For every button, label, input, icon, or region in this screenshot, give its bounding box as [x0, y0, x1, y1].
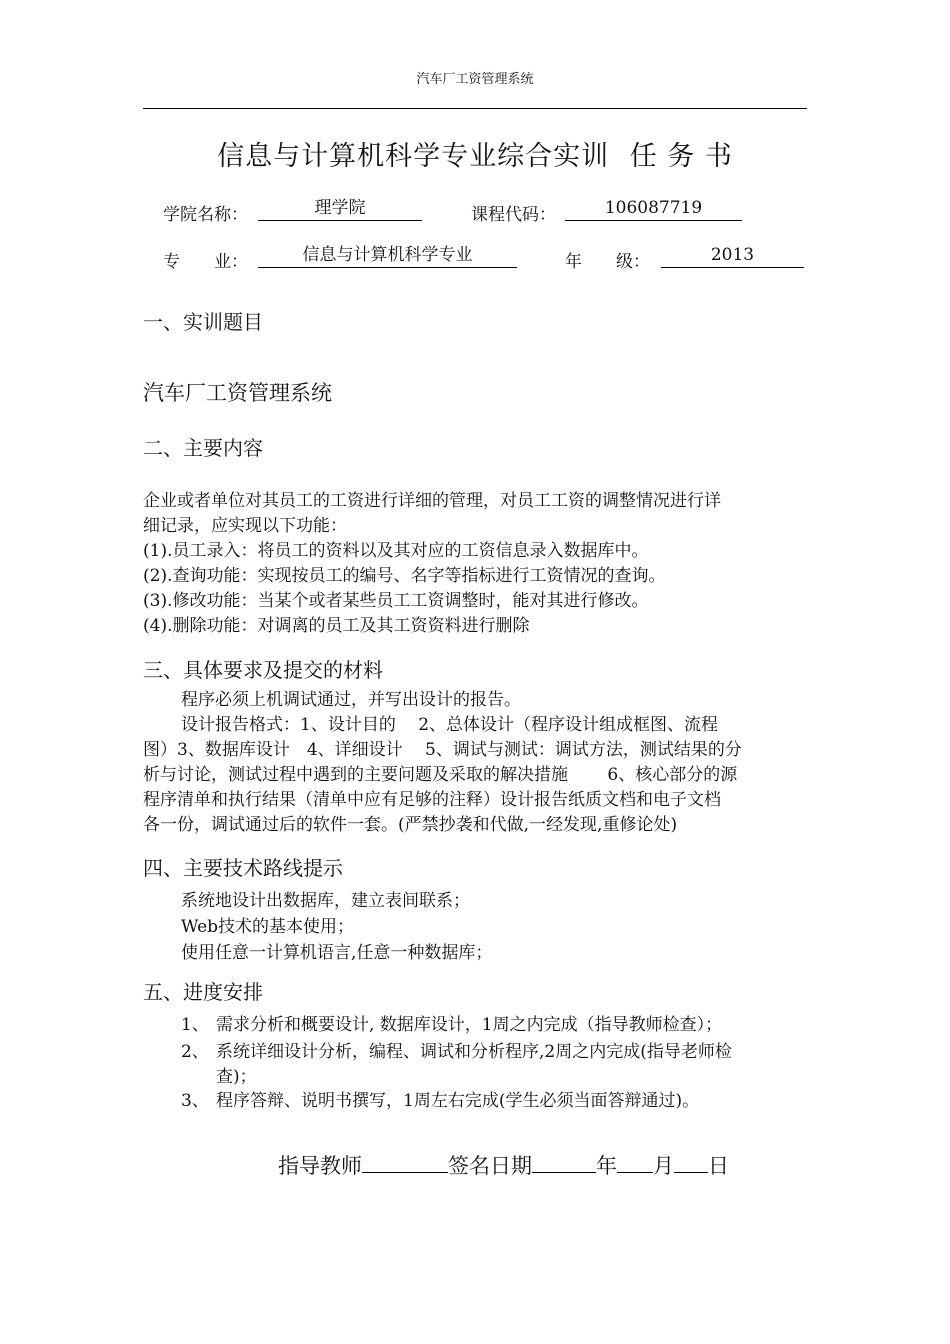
- month-blank[interactable]: [617, 1152, 653, 1173]
- day-label: 日: [708, 1154, 729, 1178]
- body-line: 程序必须上机调试通过，并写出设计的报告。: [181, 690, 521, 710]
- title-suffix: 任 务 书: [629, 141, 733, 172]
- schedule-text: 需求分析和概要设计, 数据库设计，1周之内完成（指导教师检查）；: [216, 1015, 723, 1035]
- section-1-heading: 一、实训题目: [143, 310, 263, 334]
- document-title: [0, 134, 950, 173]
- schedule-number: 2、: [181, 1042, 209, 1062]
- body-line: 析与讨论，测试过程中遇到的主要问题及采取的解决措施 6、核心部分的源: [143, 765, 738, 785]
- schedule-number: 3、: [181, 1091, 209, 1111]
- section-2-body: [143, 489, 807, 639]
- major-label: 专 业：: [163, 252, 248, 272]
- course-code-label: 课程代码：: [471, 205, 556, 225]
- function-item: (3).修改功能：当某个或者某些员工工资调整时，能对其进行修改。: [143, 591, 649, 611]
- year-blank[interactable]: [532, 1152, 596, 1173]
- section-3-heading: 三、具体要求及提交的材料: [143, 658, 383, 682]
- body-line: 企业或者单位对其员工的工资进行详细的管理，对员工工资的调整情况进行详: [143, 491, 721, 511]
- college-value: 理学院: [258, 198, 422, 221]
- course-code-value: 106087719: [565, 198, 742, 221]
- year-label: 年: [596, 1154, 617, 1178]
- project-topic: 汽车厂工资管理系统: [143, 381, 332, 405]
- title-gap: [609, 141, 630, 172]
- day-blank[interactable]: [674, 1152, 708, 1173]
- body-line: 系统地设计出数据库，建立表间联系；: [181, 891, 470, 911]
- schedule-item: [181, 1088, 699, 1115]
- major-value: 信息与计算机科学专业: [258, 245, 517, 268]
- body-line: 图）3、数据库设计 4、详细设计 5、调试与测试：调试方法，测试结果的分: [143, 740, 742, 760]
- month-label: 月: [653, 1154, 674, 1178]
- section-5-heading: 五、进度安排: [143, 980, 263, 1004]
- schedule-text: 系统详细设计分析，编程、调试和分析程序,2周之内完成(指导老师检: [216, 1042, 732, 1062]
- body-line: 各一份，调试通过后的软件一套。(严禁抄袭和代做,一经发现,重修论处): [143, 815, 678, 835]
- function-item: (4).删除功能：对调离的员工及其工资资料进行删除: [143, 616, 530, 636]
- college-label: 学院名称：: [163, 205, 248, 225]
- grade-value: 2013: [661, 245, 804, 268]
- section-4-heading: 四、主要技术路线提示: [143, 856, 343, 880]
- function-item: (1).员工录入：将员工的资料以及其对应的工资信息录入数据库中。: [143, 541, 649, 561]
- header-divider: [143, 108, 807, 109]
- running-header: 汽车厂工资管理系统: [416, 72, 534, 87]
- title-main: 信息与计算机科学专业综合实训: [217, 141, 610, 172]
- section-3-body: [143, 688, 807, 838]
- body-line: Web技术的基本使用；: [181, 917, 355, 937]
- schedule-item: [181, 1012, 722, 1039]
- grade-label: 年 级：: [565, 252, 650, 272]
- date-label: 签名日期: [448, 1154, 532, 1178]
- schedule-number: 1、: [181, 1015, 209, 1035]
- schedule-text-continued: 查)；: [216, 1067, 257, 1087]
- section-4-body: [181, 888, 781, 966]
- function-item: (2).查询功能：实现按员工的编号、名字等指标进行工资情况的查询。: [143, 566, 666, 586]
- signature-line: [278, 1150, 729, 1180]
- body-line: 程序清单和执行结果（清单中应有足够的注释）设计报告纸质文档和电子文档: [143, 790, 721, 810]
- teacher-label: 指导教师: [278, 1154, 362, 1178]
- body-line: 设计报告格式：1、设计目的 2、总体设计（程序设计组成框图、流程: [181, 715, 719, 735]
- section-2-heading: 二、主要内容: [143, 436, 263, 460]
- body-line: 细记录，应实现以下功能：: [143, 516, 347, 536]
- schedule-item: [181, 1039, 732, 1066]
- schedule-text: 程序答辩、说明书撰写，1周左右完成(学生必须当面答辩通过)。: [216, 1091, 700, 1111]
- teacher-signature-blank[interactable]: [362, 1152, 448, 1173]
- body-line: 使用任意一计算机语言,任意一种数据库；: [181, 943, 493, 963]
